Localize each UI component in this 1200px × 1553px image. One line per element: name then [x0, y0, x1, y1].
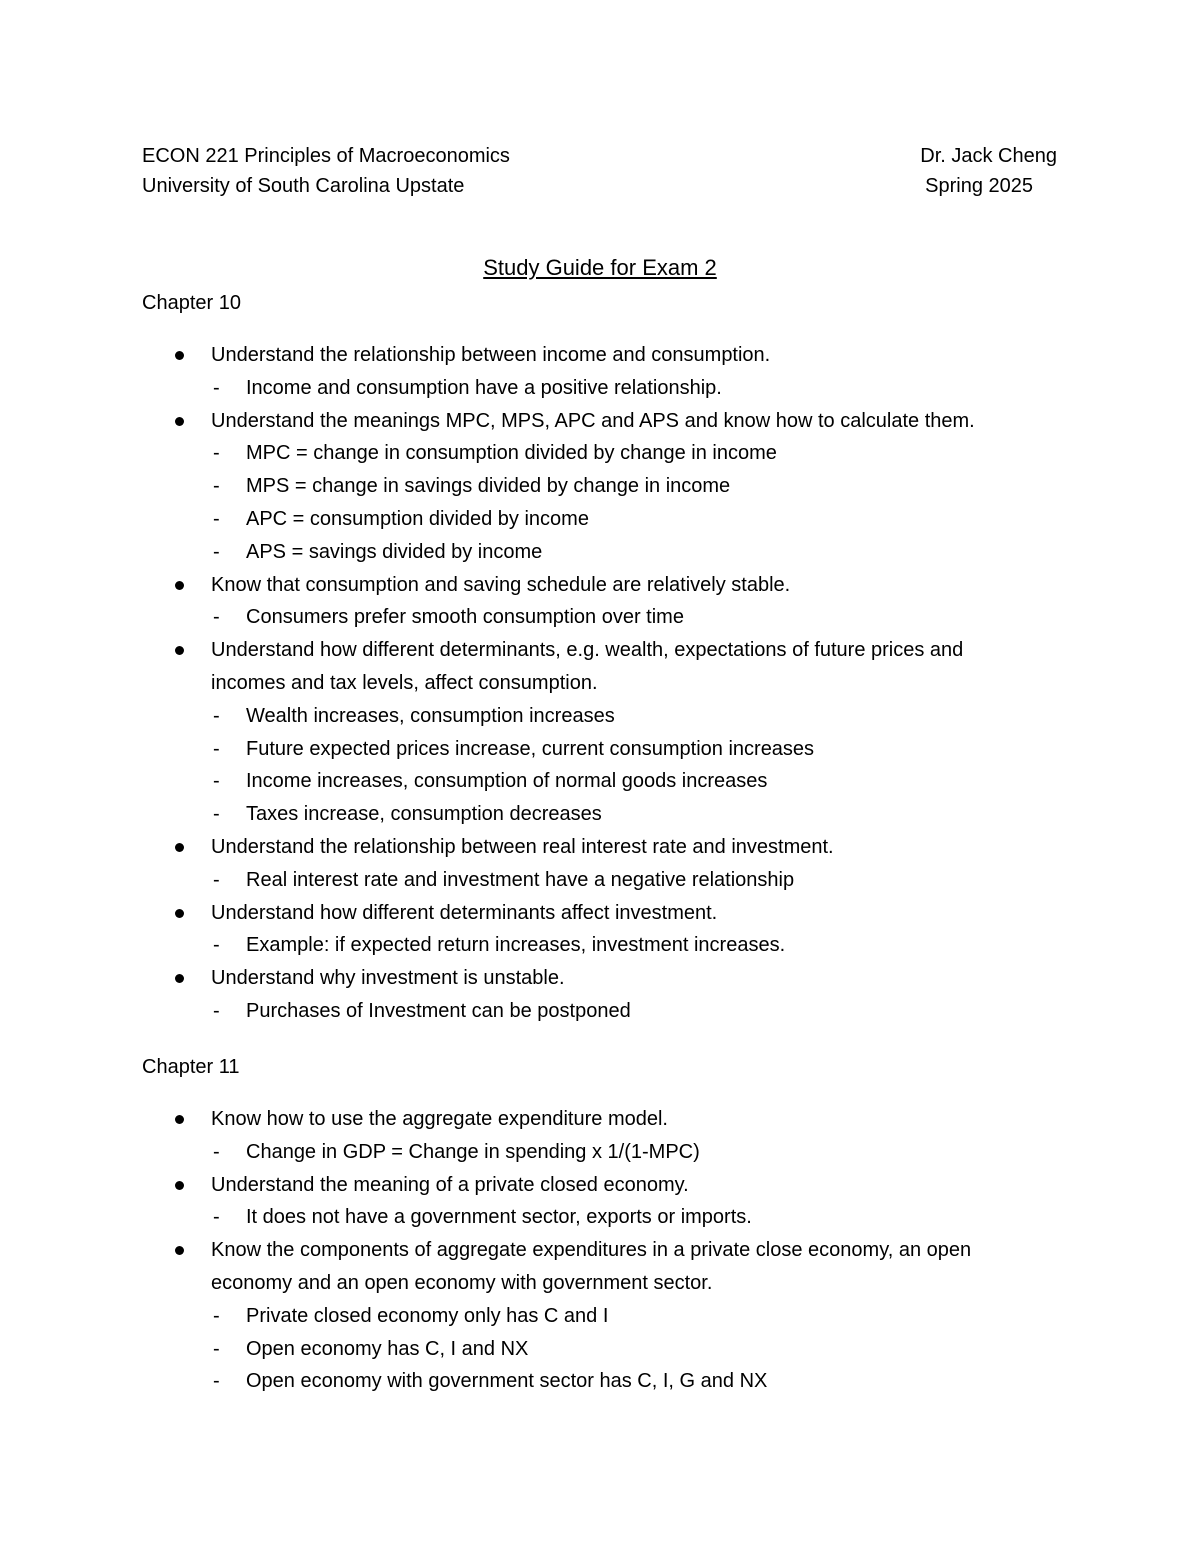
- sub-list: [211, 601, 1042, 634]
- dash-marker: -: [213, 376, 220, 399]
- sub-list-item: [211, 864, 1042, 897]
- sub-list-item-text: Change in GDP = Change in spending x 1/(1-MPC): [246, 1140, 700, 1163]
- sub-list: [211, 700, 1042, 831]
- dash-marker: -: [213, 737, 220, 760]
- bullet-icon: [175, 843, 184, 852]
- sub-list: [211, 995, 1042, 1028]
- document-title: [0, 254, 1200, 282]
- sub-list-item-text: APS = savings divided by income: [246, 540, 543, 563]
- sub-list-item-text: Open economy has C, I and NX: [246, 1337, 529, 1360]
- sub-list-item-text: Income increases, consumption of normal goods increases: [246, 770, 768, 793]
- dash-marker: -: [213, 507, 220, 530]
- sub-list-item: [211, 700, 1042, 733]
- bullet-list: [142, 1103, 1042, 1398]
- sub-list-item-text: APC = consumption divided by income: [246, 507, 589, 530]
- title-text: Study Guide for Exam 2: [483, 255, 717, 280]
- list-item-text: Understand why investment is unstable.: [211, 967, 565, 990]
- bullet-icon: [175, 646, 184, 655]
- list-item: [142, 1169, 1042, 1235]
- chapter-heading: Chapter 11: [142, 1056, 240, 1078]
- university-name: University of South Carolina Upstate: [142, 175, 465, 197]
- bullet-icon: [175, 417, 184, 426]
- dash-marker: -: [213, 934, 220, 957]
- sub-list-item: [211, 372, 1042, 405]
- bullet-icon: [175, 351, 184, 360]
- sub-list-item-text: Taxes increase, consumption decreases: [246, 803, 602, 826]
- sub-list-item: [211, 1201, 1042, 1234]
- list-item: [142, 339, 1042, 405]
- bullet-icon: [175, 581, 184, 590]
- term: Spring 2025: [925, 175, 1033, 197]
- dash-marker: -: [213, 1206, 220, 1229]
- sub-list-item-text: MPC = change in consumption divided by change in income: [246, 442, 777, 465]
- list-item: [142, 405, 1042, 569]
- sub-list: [211, 437, 1042, 568]
- list-item-text: Understand the relationship between income and consumption.: [211, 344, 771, 366]
- dash-marker: -: [213, 1370, 220, 1393]
- sub-list-item: [211, 765, 1042, 798]
- sub-list-item-text: Private closed economy only has C and I: [246, 1304, 609, 1327]
- dash-marker: -: [213, 1140, 220, 1163]
- list-item-text: Know how to use the aggregate expenditure model.: [211, 1108, 668, 1130]
- instructor-name: Dr. Jack Cheng: [920, 145, 1057, 167]
- dash-marker: -: [213, 999, 220, 1022]
- chapter-heading: Chapter 10: [142, 292, 241, 314]
- list-item: [142, 569, 1042, 635]
- list-item-text: Understand how different determinants affect investment.: [211, 901, 718, 924]
- list-item: [142, 634, 1042, 831]
- bullet-icon: [175, 1115, 184, 1124]
- dash-marker: -: [213, 868, 220, 891]
- bullet-icon: [175, 1181, 184, 1190]
- dash-marker: -: [213, 442, 220, 465]
- sub-list: [211, 372, 1042, 405]
- chapter-section: [142, 1051, 1042, 1398]
- bullet-icon: [175, 909, 184, 918]
- dash-marker: -: [213, 606, 220, 629]
- sub-list-item: [211, 536, 1042, 569]
- list-item-text: Understand how different determinants, e.g. wealth, expectations of future prices and incomes and tax levels, affect consumption.: [211, 639, 964, 694]
- sub-list-item: [211, 929, 1042, 962]
- sub-list-item-text: Income and consumption have a positive relationship.: [246, 376, 722, 399]
- chapter-section: [142, 287, 1042, 1028]
- sub-list: [211, 1136, 1042, 1169]
- course-name: ECON 221 Principles of Macroeconomics: [142, 145, 510, 167]
- sub-list-item: [211, 733, 1042, 766]
- sub-list: [211, 1300, 1042, 1398]
- dash-marker: -: [213, 803, 220, 826]
- bullet-icon: [175, 1246, 184, 1255]
- list-item-text: Understand the relationship between real interest rate and investment.: [211, 835, 834, 858]
- sub-list-item-text: It does not have a government sector, exports or imports.: [246, 1206, 752, 1229]
- sub-list-item: [211, 470, 1042, 503]
- sub-list-item-text: Purchases of Investment can be postponed: [246, 999, 631, 1022]
- sub-list-item-text: Consumers prefer smooth consumption over time: [246, 606, 684, 629]
- sub-list-item-text: Real interest rate and investment have a negative relationship: [246, 868, 795, 891]
- sub-list-item: [211, 995, 1042, 1028]
- sub-list-item: [211, 503, 1042, 536]
- bullet-icon: [175, 974, 184, 983]
- sub-list-item: [211, 437, 1042, 470]
- sub-list-item: [211, 1365, 1042, 1398]
- list-item: [142, 1234, 1042, 1398]
- bullet-list: [142, 339, 1042, 1028]
- sub-list-item-text: MPS = change in savings divided by change in income: [246, 475, 731, 498]
- sub-list-item-text: Example: if expected return increases, investment increases.: [246, 934, 786, 957]
- sub-list-item: [211, 1333, 1042, 1366]
- sub-list-item-text: Open economy with government sector has C, I, G and NX: [246, 1370, 768, 1393]
- list-item: [142, 962, 1042, 1028]
- list-item-text: Know that consumption and saving schedule are relatively stable.: [211, 573, 791, 596]
- list-item: [142, 897, 1042, 963]
- dash-marker: -: [213, 475, 220, 498]
- list-item-text: Understand the meaning of a private closed economy.: [211, 1173, 689, 1196]
- sub-list-item: [211, 601, 1042, 634]
- sub-list-item: [211, 1300, 1042, 1333]
- sub-list-item: [211, 798, 1042, 831]
- sub-list: [211, 864, 1042, 897]
- dash-marker: -: [213, 540, 220, 563]
- list-item: [142, 831, 1042, 897]
- list-item: [142, 1103, 1042, 1169]
- dash-marker: -: [213, 704, 220, 727]
- sub-list: [211, 929, 1042, 962]
- dash-marker: -: [213, 1337, 220, 1360]
- sub-list-item-text: Wealth increases, consumption increases: [246, 704, 615, 727]
- dash-marker: -: [213, 1304, 220, 1327]
- list-item-text: Know the components of aggregate expenditures in a private close economy, an open economy and an open economy with government sector.: [211, 1239, 972, 1294]
- dash-marker: -: [213, 770, 220, 793]
- list-item-text: Understand the meanings MPC, MPS, APC and APS and know how to calculate them.: [211, 409, 975, 432]
- sub-list-item-text: Future expected prices increase, current consumption increases: [246, 737, 815, 760]
- sub-list-item: [211, 1136, 1042, 1169]
- sub-list: [211, 1201, 1042, 1234]
